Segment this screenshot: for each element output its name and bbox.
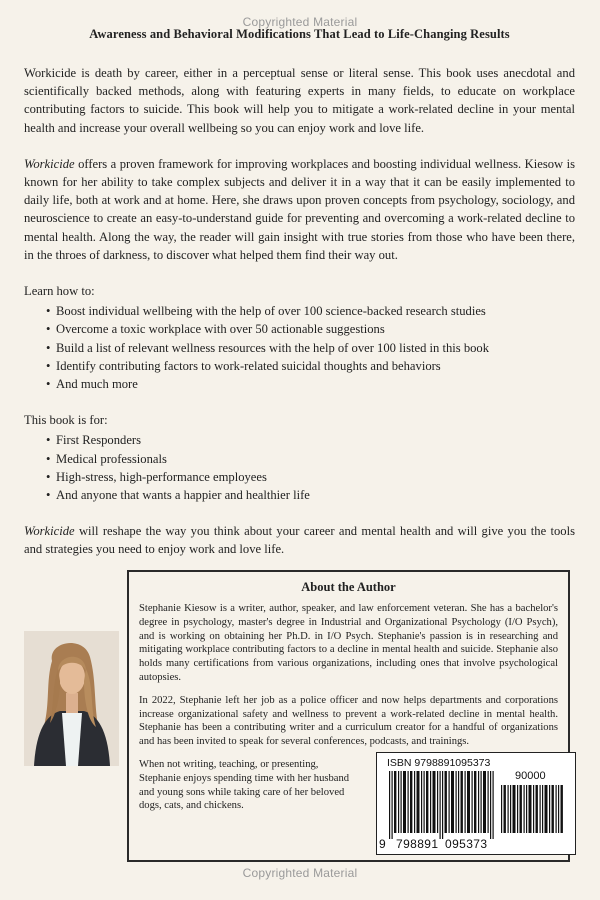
list-item: • First Responders (46, 431, 575, 449)
watermark-top: Copyrighted Material (242, 15, 358, 29)
barcode-digits-group-2: 095373 (445, 837, 488, 851)
isbn-barcode (376, 752, 576, 855)
list-item: • Identify contributing factors to work-related suicidal thoughts and behaviors (46, 357, 575, 375)
page-title: Awareness and Behavioral Modifications That Lead to Life-Changing Results (89, 27, 510, 41)
list-item: • And much more (46, 375, 575, 393)
description-paragraph-2 (24, 155, 575, 264)
description-paragraph-1: Workicide is death by career, either in a perceptual sense or literal sense. This book uses anecdotal and scientifically backed methods, along with featuring experts in many fields, to educate on workplace contributing factors to suicide. This book will help you to mitigate a work-related decline in your mental health and increase your overall wellbeing so you can enjoy work and love life. (24, 66, 575, 135)
barcode-digits-group-1: 798891 (396, 837, 439, 851)
list-item: • Build a list of relevant wellness resources with the help of over 100 listed in this book (46, 339, 575, 357)
about-paragraph-1: Stephanie Kiesow is a writer, author, speaker, and law enforcement veteran. She has a bachelor's degree in psychology, master's degree in Industrial and Organizational Psychology (I/O Psych), and is working on obtaining her Ph.D. in I/O Psych. Stephanie's passion is in researching and mitigating workplace contributing factors to a decline in mental health and suicide. Stephanie also holds many certifications from various organizations, including ones that involve psychological autopsies. (139, 603, 558, 683)
author-photo (24, 631, 119, 766)
paragraph-2-text: offers a proven framework for improving workplaces and boosting individual wellness. Kiesow is known for her ability to take complex subjects and deliver it in a way that it can be easily implemented to daily life, both at work and at home. Here, she draws upon proven concepts from psychology, sociology, and neuroscience to create an easy-to-understand guide for preventing and overcoming a work-related decline to mental health. Along the way, the reader will gain insight with true stories from those who have been there, in the throes of darkness, to discover what helped them find their way out. (24, 156, 575, 262)
price-code: 90000 (515, 770, 546, 782)
list-item: • Medical professionals (46, 450, 575, 468)
list-item: • Overcome a toxic workplace with over 50 actionable suggestions (46, 320, 575, 338)
barcode-digit-first: 9 (379, 837, 387, 851)
about-paragraph-3: When not writing, teaching, or presenting, Stephanie enjoys spending time with her husband and young sons while taking care of her beloved dogs, cats, and chickens. (139, 758, 350, 812)
book-title-italic: Workicide (24, 156, 75, 171)
list-item: • Boost individual wellbeing with the help of over 100 science-backed research studies (46, 302, 575, 320)
about-author-heading: About the Author (301, 580, 396, 594)
audience-list (24, 431, 575, 504)
learn-list (24, 302, 575, 393)
list-item: • And anyone that wants a happier and healthier life (46, 486, 575, 504)
learn-label: Learn how to: (24, 284, 95, 299)
back-cover-content (24, 27, 575, 559)
closing-paragraph (24, 522, 575, 558)
list-item: • High-stress, high-performance employees (46, 468, 575, 486)
about-paragraph-2: In 2022, Stephanie left her job as a police officer and now helps departments and corporations increase organizational safety and wellness to prevent a work-related decline in mental health. Stephanie has been a contributing writer and a curriculum creator for a handful of organizations and has been invited to speak for several conferences, podcasts, and trainings. (139, 694, 558, 748)
book-title-italic: Workicide (24, 524, 75, 539)
watermark-bottom: Copyrighted Material (242, 866, 358, 880)
paragraph-3-text: will reshape the way you think about your career and mental health and will give you the tools and strategies you need to enjoy work and love life. (24, 524, 575, 557)
isbn-label: ISBN 9798891095373 (387, 757, 491, 769)
author-portrait-image (24, 631, 119, 766)
audience-label: This book is for: (24, 413, 108, 428)
